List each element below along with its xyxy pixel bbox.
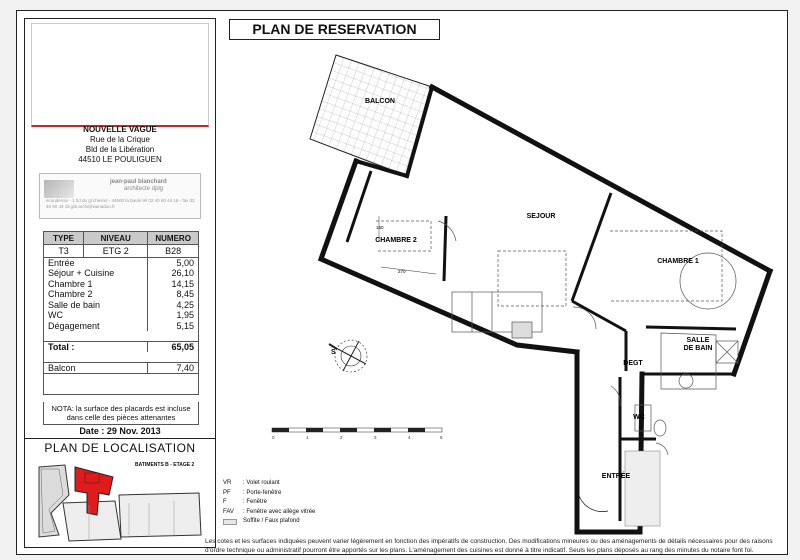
value-type: T3: [44, 245, 84, 258]
balcon-area: 7,40: [148, 363, 199, 374]
scale-tick: 5: [440, 435, 443, 440]
header-niveau: NIVEAU: [84, 232, 148, 245]
scale-tick: 2: [340, 435, 343, 440]
value-niveau: ETG 2: [84, 245, 148, 258]
room-label-chambre1: CHAMBRE 1: [657, 258, 699, 265]
location-building-outline: [119, 493, 201, 537]
spacer-row: [44, 374, 199, 385]
room-area: 14,15: [148, 279, 199, 290]
scale-tick: 0: [272, 435, 275, 440]
location-subtitle: BATIMENTS B - ETAGE 2: [135, 462, 195, 468]
room-label: Chambre 1: [44, 279, 148, 290]
program-info: [25, 125, 215, 165]
legend-item: [223, 498, 315, 508]
room-area: 26,10: [148, 268, 199, 279]
room-area: 5,15: [148, 321, 199, 332]
legend-text: : Fenêtre avec allège vitrée: [243, 508, 316, 515]
total-area: 65,05: [148, 342, 199, 353]
balcon-label: Balcon: [44, 363, 148, 374]
legend-key: F: [223, 499, 227, 505]
north-compass: [329, 340, 367, 372]
address-line: Rue de la Crique: [89, 135, 151, 144]
header-numero: NUMERO: [148, 232, 199, 245]
legend-item: [223, 508, 315, 518]
architect-title: architecte dplg: [124, 186, 164, 192]
room-area: 5,00: [148, 258, 199, 269]
disclaimer: Les cotes et les surfaces indiquées peuvent varier légèrement en fonction des impératifs de construction. Des modifications mineures ou des aménagements de détails nécessaires pour des raisons d'ordre technique ou administratif pourront être apportés sur les plans. L'aménagement des cuisines est donné à titre indicatif. Seuls les plans déposés au rang des minutes du notaire font foi.: [205, 538, 773, 554]
total-label: Total :: [44, 342, 148, 353]
room-label-degt: DEGT: [623, 360, 643, 367]
legend-item: [223, 479, 315, 489]
apartment-highlight: [85, 473, 99, 483]
address-line: Bld de la Libération: [85, 145, 155, 154]
legend-key: VR: [223, 480, 232, 486]
room-label-wc: WC: [633, 414, 645, 421]
plan-date: Date : 29 Nov. 2013: [79, 426, 161, 436]
location-building-outline: [39, 465, 69, 537]
legend-text: Soffite / Faux plafond: [243, 518, 300, 524]
surface-table: [43, 231, 199, 395]
legend-text: : Volet roulant: [243, 480, 280, 486]
room-area: 8,45: [148, 289, 199, 300]
room-area: 1,95: [148, 310, 199, 321]
scale-tick: 4: [408, 435, 411, 440]
compass-label: S: [331, 349, 336, 356]
legend: [223, 479, 315, 527]
legend-item: [223, 489, 315, 499]
location-title: PLAN DE LOCALISATION: [25, 438, 215, 455]
floor-plan: [216, 11, 788, 556]
floor-hatch: [625, 451, 660, 526]
spacer-row: [44, 352, 199, 363]
scale-ticks: [272, 435, 443, 440]
architect-details: econdense - 1 bd du gl chevrel - 44500 la baule tél 02 40 60 44 16 - fax 02 40 60 44 15 jpb.archi@wanadoo.fr: [46, 198, 195, 209]
legend-item: [223, 517, 315, 527]
room-label: Salle de bain: [44, 300, 148, 311]
spacer-row: [44, 331, 199, 342]
address-line: 44510 LE POULIGUEN: [78, 155, 162, 164]
architect-name: jean-paul blanchard: [110, 179, 167, 185]
info-column: [24, 18, 216, 548]
legend-text: : Porte-fenêtre: [243, 489, 282, 496]
room-label: WC: [44, 310, 148, 321]
scale-tick: 1: [306, 435, 309, 440]
surface-note: NOTA: la surface des placards est incluse dans celle des pièces attenantes: [43, 402, 199, 425]
soffite-swatch: [223, 519, 237, 525]
room-label-entree: ENTRÉE: [601, 473, 631, 480]
room-label: Chambre 2: [44, 289, 148, 300]
program-logo-area: [31, 23, 209, 127]
room-label-chambre2: CHAMBRE 2: [375, 237, 417, 244]
scale-bar: [272, 428, 442, 432]
room-label-balcon: BALCON: [365, 98, 395, 105]
spacer-row: [44, 384, 199, 395]
dimension-label: 150: [376, 225, 384, 230]
location-map: [29, 455, 211, 547]
header-type: TYPE: [44, 232, 84, 245]
room-label: Séjour + Cuisine: [44, 268, 148, 279]
room-label-sdb: SALLE: [686, 337, 710, 344]
legend-text: : Fenêtre: [243, 499, 268, 505]
architect-card: [39, 173, 201, 219]
legend-key: PF: [223, 489, 231, 496]
scale-tick: 3: [374, 435, 377, 440]
architect-logo: [44, 180, 74, 198]
room-label-sdb: DE BAIN: [683, 345, 713, 352]
page-title: PLAN DE RESERVATION: [229, 19, 440, 40]
program-name: NOUVELLE VAGUE: [83, 125, 157, 134]
plan-sheet: [16, 10, 788, 555]
dimension-label: 270: [398, 269, 406, 274]
room-label-sejour: SEJOUR: [526, 213, 556, 220]
legend-key: FAV: [223, 508, 234, 515]
dimension-lines: [379, 216, 436, 274]
room-label: Dégagement: [44, 321, 148, 332]
room-label: Entrée: [44, 258, 148, 269]
value-numero: B28: [148, 245, 199, 258]
room-area: 4,25: [148, 300, 199, 311]
